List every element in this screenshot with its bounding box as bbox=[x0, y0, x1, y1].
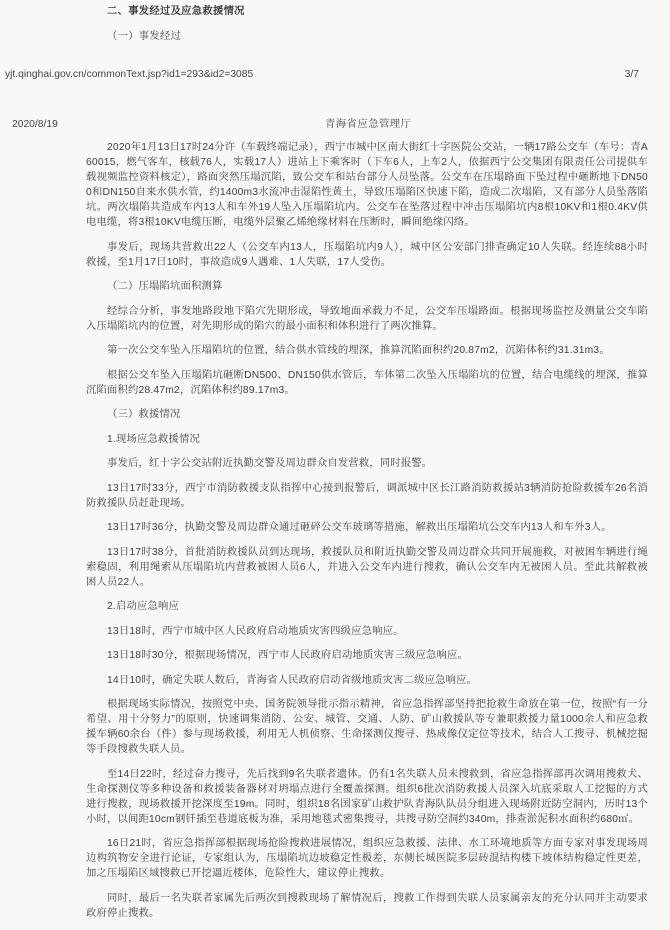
numbered-subheading: 2.启动应急响应 bbox=[107, 601, 179, 612]
body-paragraph: 经综合分析，事发地路段地下陷穴先期形成，导致地面承载力不足，公交车压塌路面。根据现场监控及测量公交车陷入压塌陷坑内的位置，对先期形成的陷穴的最小面积和体积进行了两次推算。 bbox=[86, 305, 648, 332]
page-indicator: 3/7 bbox=[624, 69, 639, 80]
body-paragraph: 14日10时，确定失联人数后，青海省人民政府启动省级地质灾害二级应急响应。 bbox=[107, 674, 478, 686]
body-paragraph: 同时，最后一名失联者家属先后两次到搜救现场了解情况后，搜救工作得到失联人员家属亲友的充分认同并主动要求政府停止搜救。 bbox=[86, 892, 648, 919]
body-paragraph: 13日17时38分，首批消防救援队员到达现场，救援队员和附近执勤交警及周边群众共同开展施救，对被困车辆进行绳索稳固，利用绳索从压塌陷坑内营救被困人员6人，并进入公交车内进行搜救，确认公交车内无被困人员。至此共解救被困人员22人。 bbox=[86, 546, 648, 588]
footer-url: yjt.qinghai.gov.cn/commonText.jsp?id1=293&id2=3085 bbox=[5, 69, 254, 80]
section-heading: 二、事发经过及应急救援情况 bbox=[107, 6, 245, 17]
body-paragraph: 13日17时33分，西宁市消防救援支队指挥中心接到报警后，调派城中区长江路消防救援站3辆消防抢险救援车26名消防救援队员赶赴现场。 bbox=[86, 482, 648, 509]
body-paragraph: 事发后，现场共营救出22人（公交车内13人，压塌陷坑内9人），城中区公安部门排查确定10人失联。经连续88小时救援，至1月17日10时，事故造成9人遇难、1人失联，17人受伤。 bbox=[86, 241, 648, 268]
body-paragraph: 13日18时30分，根据现场情况，西宁市人民政府启动地质灾害三级应急响应。 bbox=[107, 650, 468, 661]
body-paragraph: 13日17时36分，执勤交警及周边群众通过砸碎公交车玻璃等措施，解救出压塌陷坑公交车内13人和车外3人。 bbox=[107, 522, 612, 533]
page3-print-footer bbox=[0, 68, 670, 82]
body-paragraph: 根据现场实际情况，按照党中央、国务院领导批示指示精神，省应急指挥部坚持把抢救生命放在第一位，按照“有一分希望、用十分努力”的原则，快速调集消防、公安、城管、交通、人防、矿山救援队等专兼职救援力量1000余人和应急救援车辆60余台（件）参与现场救援，利用无人机侦察、生命探测仪搜寻、热成像仪定位等技术，结合人工搜寻、机械挖掘等手段搜救失联人员。 bbox=[86, 699, 648, 755]
page4-print-header bbox=[0, 118, 670, 132]
subsection-heading: （二）压塌陷坑面积测算 bbox=[107, 281, 223, 292]
numbered-subheading: 1.现场应急救援情况 bbox=[107, 433, 200, 445]
body-paragraph: 根据公交车坠入压塌陷坑砸断DN500、DN150供水管后，车体第二次坠入压塌陷坑的位置，结合电缆线的埋深，推算沉陷面积约28.47m2，沉陷体积约89.17m3。 bbox=[86, 369, 648, 396]
header-date: 2020/8/19 bbox=[12, 119, 58, 130]
subsection-heading: （三）救援情况 bbox=[107, 409, 181, 420]
page3-content bbox=[86, 4, 648, 53]
document-body bbox=[86, 140, 648, 930]
subsection-heading: （一）事发经过 bbox=[107, 30, 182, 42]
body-paragraph: 13日18时，西宁市城中区人民政府启动地质灾害四级应急响应。 bbox=[107, 625, 404, 637]
body-paragraph: 2020年1月13日17时24分许（车载终端记录），西宁市城中区南大街红十字医院公交站，一辆17路公交车（车号：青A60015，燃气客车，核载76人，实载17人）进站上下乘客时（下车6人，上车2人，依据西宁公交集团有限责任公司提供车载视频监控资料核定），路面突然压塌沉陷，致公交车和站台部分人员坠落。公交车在压塌路面下坠过程中砸断地下DN500和DN150自来水供水管，约1400m3水流冲击湿陷性黄土，导致压塌陷区快速下陷，造成二次塌陷，又有部分人员坠落陷坑。两次塌陷共造成车内13人和车外19人坠入压塌陷坑内。公交车在坠落过程中冲击压塌陷坑内8根10KV和1根0.4KV供电电缆，将3根10KV电缆压断，电缆外层聚乙烯绝缘材料在压断时，瞬间绝缘闪络。 bbox=[86, 142, 648, 228]
body-paragraph: 至14日22时，经过奋力搜寻，先后找到9名失联者遗体。仍有1名失联人员未搜救到，省应急指挥部再次调用搜救犬、生命探测仪等多种设备和救援装备器材对坍塌点进行全覆盖探测。组织6批次消防救援人员深入坑底采取人工挖掘的方式进行搜救，现场救援开挖深度至19m。同时，组织18名国家矿山救护队青海队队员分组进入现场附近防空洞内，历时13个小时，以间距10cm钢钎插至巷道底板为准，采用地毯式密集搜寻，共搜寻防空洞约340m，排查淤泥积水面积约680㎡。 bbox=[86, 768, 648, 825]
body-paragraph: 第一次公交车坠入压塌陷坑的位置，结合供水管线的埋深，推算沉陷面积约20.87m2，沉陷体积约31.31m3。 bbox=[107, 345, 610, 356]
body-paragraph: 16日21时，省应急指挥部根据现场抢险搜救进展情况，组织应急救援、法律、水工环境地质等方面专家对事发现场周边构筑物安全进行论证，专家组认为，压塌陷坑边坡稳定性极差，东侧长城医院多层砖混结构楼下坡体结构稳定性更差，加之压塌陷区域搜救已开挖逼近楼体，危险性大，建议停止搜救。 bbox=[86, 838, 648, 879]
header-document-title: 青海省应急管理厅 bbox=[325, 119, 412, 130]
body-paragraph: 事发后，红十字公交站附近执勤交警及周边群众自发营救，同时报警。 bbox=[107, 458, 433, 469]
